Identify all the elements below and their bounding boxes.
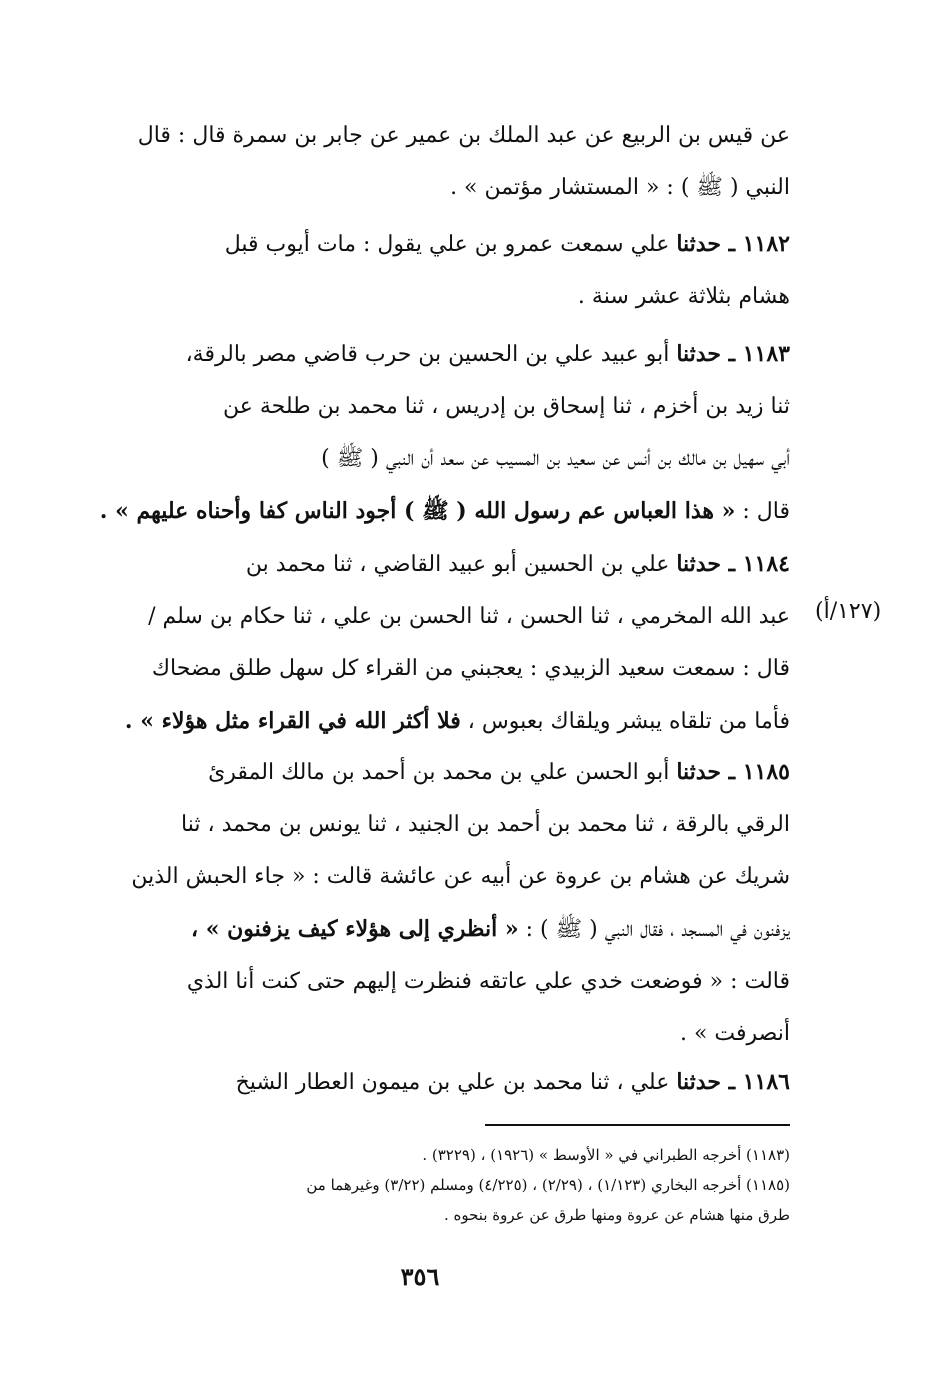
footnotes (40, 1140, 790, 1230)
text-line: أبي سهيل بن مالك بن أنس عن سعيد بن المسيب عن سعد أن النبي ( ﷺ ) (321, 446, 790, 471)
text-line: قالت : « فوضعت خدي علي عاتقه فنظرت إليهم حتى كنت أنا الذي (186, 969, 790, 994)
text-line: ١١٨٤ ـ حدثنا علي بن الحسين أبو عبيد القاضي ، ثنا محمد بن (245, 551, 790, 577)
intro-paragraph (40, 110, 790, 214)
text-line: قال : « هذا العباس عم رسول الله ( ﷺ ) أجود الناس كفا وأحناه عليهم » . (99, 498, 790, 524)
hadith-number: ١١٨٢ ـ حدثنا (676, 231, 790, 257)
hadith-number: ١١٨٤ ـ حدثنا (676, 551, 790, 577)
text-line: هشام بثلاثة عشر سنة . (577, 284, 790, 309)
page-number: ٣٥٦ (400, 1262, 440, 1291)
footnote-line: طرق منها هشام عن عروة ومنها طرق عن عروة بنحوه . (443, 1206, 790, 1224)
hadith-1185 (40, 746, 790, 1060)
text-line: ثنا زيد بن أخزم ، ثنا إسحاق بن إدريس ، ثنا محمد بن طلحة عن (222, 394, 790, 419)
hadith-1182 (40, 218, 790, 323)
text-line: يزفنون في المسجد ، فقال النبي ( ﷺ ) : « أنظري إلى هؤلاء كيف يزفنون » ، (190, 916, 790, 942)
text-line: ١١٨٦ ـ حدثنا علي ، ثنا محمد بن علي بن ميمون العطار الشيخ (235, 1069, 790, 1095)
hadith-1186 (40, 1056, 790, 1109)
text-line: قال : سمعت سعيد الزبيدي : يعجبني من القراء كل سهل طلق مضحاك (151, 656, 790, 681)
text-line: ١١٨٥ ـ حدثنا أبو الحسن علي بن محمد بن أحمد بن مالك المقرئ (208, 759, 790, 785)
hadith-1184 (40, 538, 790, 748)
footnote-divider (485, 1124, 790, 1126)
text-line: فأما من تلقاه يبشر ويلقاك بعبوس ، فلا أكثر الله في القراء مثل هؤلاء » . (124, 708, 790, 734)
hadith-number: ١١٨٣ ـ حدثنا (676, 341, 790, 367)
hadith-number: ١١٨٦ ـ حدثنا (676, 1069, 790, 1095)
text-line: عن قيس بن الربيع عن عبد الملك بن عمير عن جابر بن سمرة قال : قال (137, 123, 790, 148)
text-line: أنصرفت » . (679, 1021, 790, 1046)
text-line: عبد الله المخرمي ، ثنا الحسن ، ثنا الحسن بن علي ، ثنا حكام بن سلم / (148, 604, 790, 629)
text-line: النبي ( ﷺ ) : « المستشار مؤتمن » . (450, 175, 790, 200)
manuscript-folio-marker: (١٢٧/أ) (815, 599, 882, 624)
hadith-1183 (40, 328, 790, 538)
text-line: ١١٨٣ ـ حدثنا أبو عبيد علي بن الحسين بن حرب قاضي مصر بالرقة، (185, 341, 790, 367)
footnote-line: (١١٨٣) أخرجه الطبراني في « الأوسط » (١٩٢٦) ، (٣٢٢٩) . (422, 1146, 790, 1164)
text-line: الرقي بالرقة ، ثنا محمد بن أحمد بن الجنيد ، ثنا يونس بن محمد ، ثنا (181, 812, 790, 837)
hadith-number: ١١٨٥ ـ حدثنا (676, 759, 790, 785)
text-line: شريك عن هشام بن عروة عن أبيه عن عائشة قالت : « جاء الحبش الذين (131, 864, 790, 889)
footnote-line: (١١٨٥) أخرجه البخاري (١/١٢٣) ، (٢/٢٩) ، (٤/٢٢٥) ومسلم (٣/٢٢) وغيرهما من (306, 1176, 790, 1194)
text-line: ١١٨٢ ـ حدثنا علي سمعت عمرو بن علي يقول : مات أيوب قبل (224, 231, 790, 257)
